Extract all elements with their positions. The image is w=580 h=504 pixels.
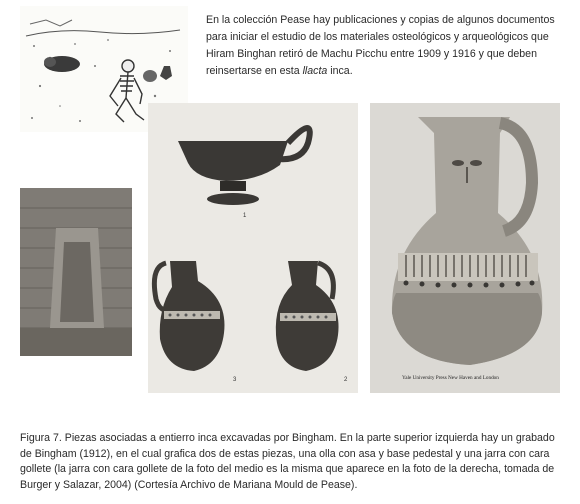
- imprint-text: Yale University Press New Haven and London: [402, 375, 499, 381]
- plate-label-2: 2: [344, 377, 348, 383]
- vessels-plate-image: [148, 103, 358, 393]
- intro-paragraph: [206, 12, 568, 80]
- intro-emphasis: llacta: [302, 65, 328, 77]
- figure-caption: Figura 7. Piezas asociadas a entierro inca excavadas por Bingham. En la parte superior izquierda hay un grabado de Bingham (1912), en el cual grafica dos de estas piezas, una olla con asa y base pedestal y una jarra con cara gollete (la jarra con cara gollete de la foto del medio es la misma que aparece en la foto de la derecha, tomada de Burger y Salazar, 2004) (Cortesía Archivo de Mariana Mould de Pease).: [20, 432, 555, 491]
- plate-label-1: 1: [243, 213, 247, 219]
- plate-label-3: 3: [233, 377, 237, 383]
- intro-text: En la colección Pease hay publicaciones y copias de algunos documentos para iniciar el estudio de los materiales osteológicos y arqueológicos que Hiram Binghan retiró de Machu Picchu entre 1909 y 1916 y que deben reinsertarse en esta: [206, 14, 555, 77]
- face-neck-jar-image: [370, 103, 560, 393]
- intro-text-end: inca.: [327, 65, 353, 77]
- doorway-photo-image: [20, 188, 132, 356]
